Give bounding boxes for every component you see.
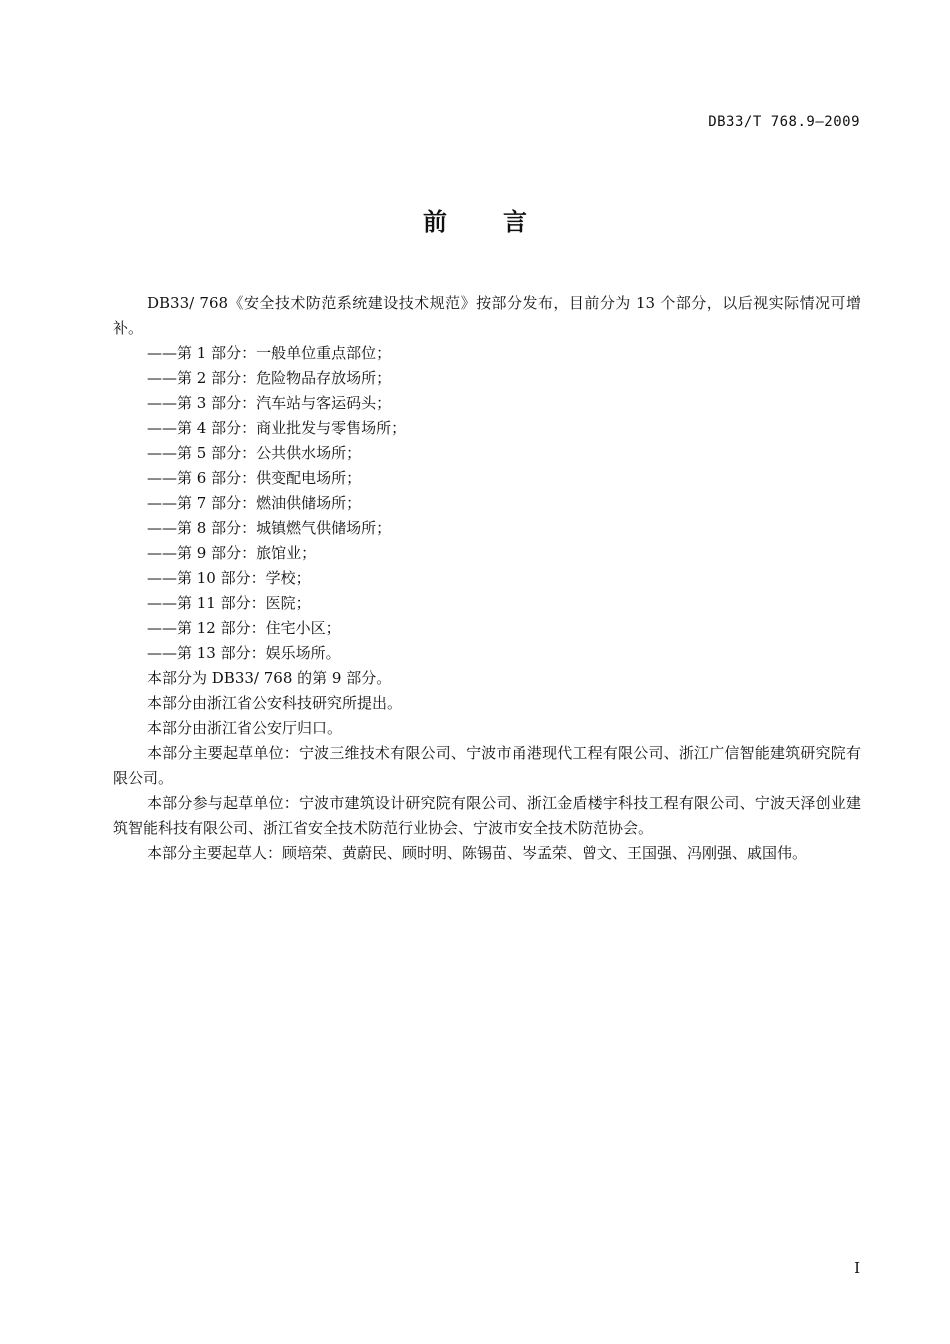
page-number: I bbox=[854, 1259, 860, 1277]
part-of-statement: 本部分为 DB33/ 768 的第 9 部分。 bbox=[147, 669, 392, 687]
drafters-statement: 本部分主要起草人：顾培荣、黄蔚民、顾时明、陈锡苗、岑孟荣、曾文、王国强、冯刚强、戚国伟。 bbox=[147, 844, 808, 862]
page-title: 前言 bbox=[423, 208, 583, 236]
list-item: ——第 9 部分：旅馆业； bbox=[147, 544, 317, 562]
list-item: ——第 6 部分：供变配电场所； bbox=[147, 469, 362, 487]
list-item: ——第 2 部分：危险物品存放场所； bbox=[147, 369, 392, 387]
standard-code: DB33/T 768.9—2009 bbox=[708, 114, 860, 130]
list-item: ——第 8 部分：城镇燃气供储场所； bbox=[147, 519, 392, 537]
participating-units-statement: 本部分参与起草单位：宁波市建筑设计研究院有限公司、浙江金盾楼宇科技工程有限公司、宁波天泽创业建筑智能科技有限公司、浙江省安全技术防范行业协会、宁波市安全技术防范协会。 bbox=[113, 794, 861, 837]
list-item: ——第 3 部分：汽车站与客运码头； bbox=[147, 394, 392, 412]
proposed-by-statement: 本部分由浙江省公安科技研究所提出。 bbox=[147, 694, 403, 712]
list-item: ——第 11 部分：医院； bbox=[147, 594, 311, 612]
managed-by-statement: 本部分由浙江省公安厅归口。 bbox=[147, 719, 343, 737]
drafting-units-statement: 本部分主要起草单位：宁波三维技术有限公司、宁波市甬港现代工程有限公司、浙江广信智能建筑研究院有限公司。 bbox=[113, 744, 861, 787]
list-item: ——第 13 部分：娱乐场所。 bbox=[147, 644, 341, 662]
intro-paragraph: DB33/ 768《安全技术防范系统建设技术规范》按部分发布，目前分为 13 个部分，以后视实际情况可增补。 bbox=[113, 294, 861, 337]
list-item: ——第 1 部分：一般单位重点部位； bbox=[147, 344, 392, 362]
list-item: ——第 7 部分：燃油供储场所； bbox=[147, 494, 362, 512]
list-item: ——第 4 部分：商业批发与零售场所； bbox=[147, 419, 407, 437]
list-item: ——第 5 部分：公共供水场所； bbox=[147, 444, 362, 462]
parts-list bbox=[113, 341, 861, 666]
list-item: ——第 10 部分：学校； bbox=[147, 569, 311, 587]
foreword-content bbox=[113, 291, 861, 866]
list-item: ——第 12 部分：住宅小区； bbox=[147, 619, 341, 637]
